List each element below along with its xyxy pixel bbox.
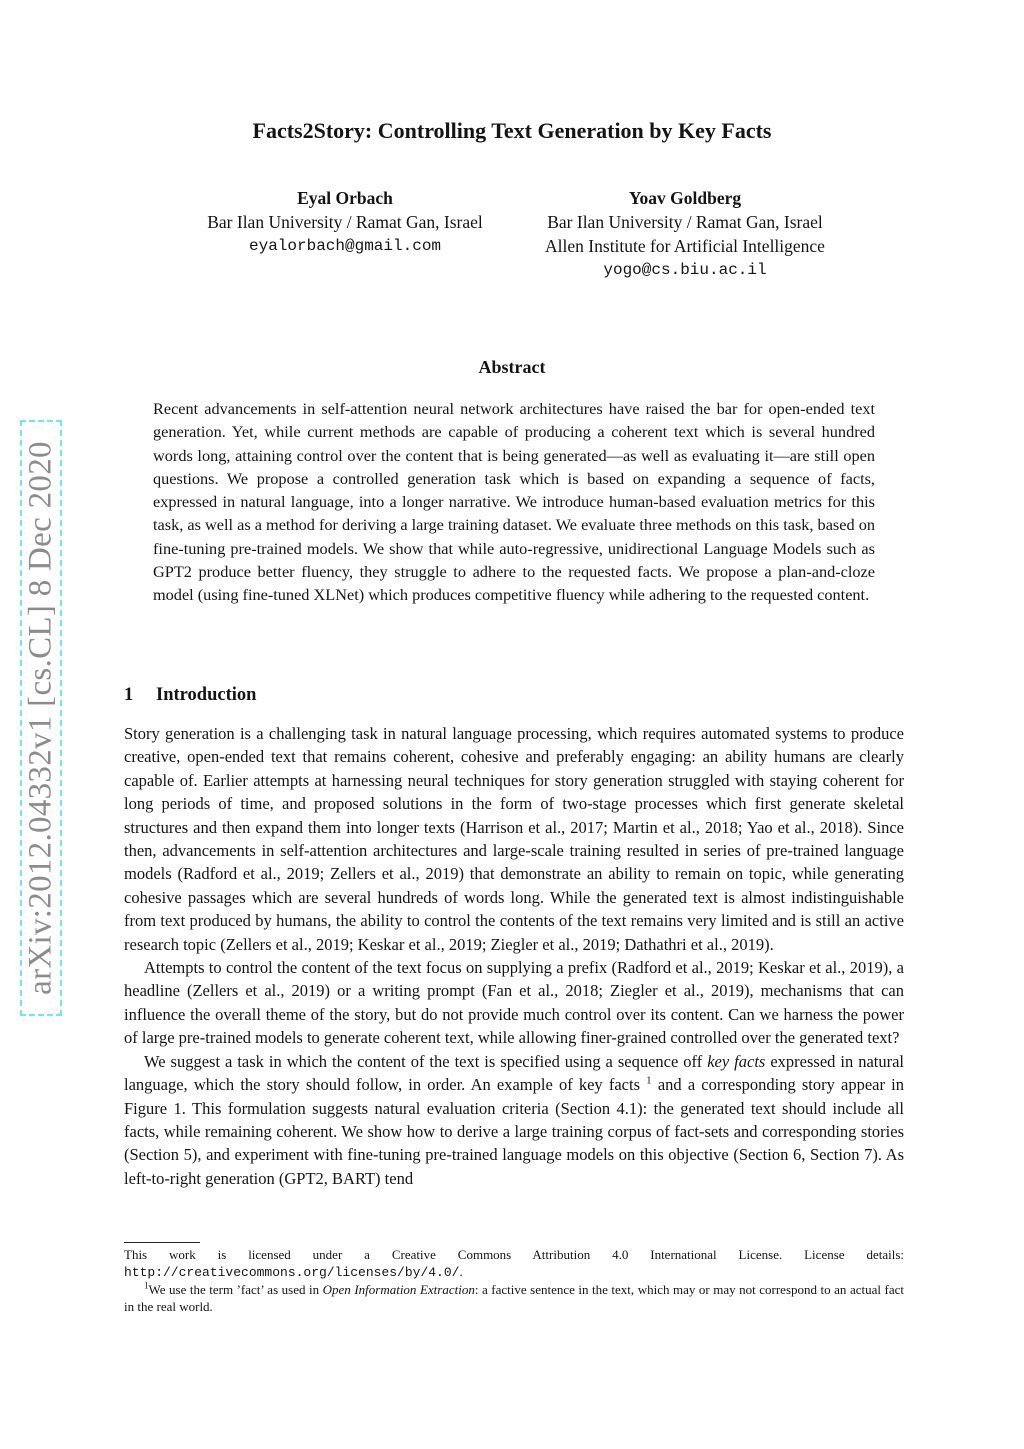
- abstract-heading: Abstract: [478, 357, 546, 377]
- author-email: yogo@cs.biu.ac.il: [603, 261, 767, 279]
- author-affiliation: Bar Ilan University / Ramat Gan, Israel: [547, 212, 823, 232]
- author-block-1: [180, 186, 510, 258]
- emphasis-text: key facts: [707, 1051, 766, 1071]
- author-affiliation: Bar Ilan University / Ramat Gan, Israel: [207, 212, 483, 232]
- footnote-number: 1: [144, 1280, 149, 1291]
- footnotes: [124, 1246, 904, 1315]
- license-text: This work is licensed under a Creative Commons Attribution 4.0 International License. License details:: [124, 1247, 904, 1262]
- section-title: Introduction: [156, 685, 257, 705]
- footnote-marker[interactable]: 1: [646, 1074, 652, 1087]
- footnote-1: [124, 1281, 904, 1315]
- paragraph-text: We suggest a task in which the content of the text is specified using a sequence off: [144, 1051, 708, 1071]
- paragraph: Attempts to control the content of the text focus on supplying a prefix (Radford et al., 2019; Keskar et al., 2019), a headline (Zellers et al., 2019) or a writing prompt (Fan et al., 2018; Ziegler et al., 2019), mechanisms that can influence the overall theme of the story, but do not provide much control over its content. Can we harness the power of large pre-trained models to generate coherent text, while allowing finer-grained controlled over the generated text?: [124, 958, 904, 1048]
- footnote-rule: [124, 1242, 200, 1243]
- author-name: Eyal Orbach: [297, 188, 393, 208]
- author-email: eyalorbach@gmail.com: [248, 237, 442, 255]
- paragraph-text: and a corresponding story appear in Figure 1. This formulation suggests natural evaluation criteria (Section 4.1): the generated text should include all facts, while remaining coherent. We show how to derive a large training corpus of fact-sets and corresponding stories (Section 5), and experiment with fine-tuning pre-trained language models on this objective (Section 6, Section 7). As left-to-right generation (GPT2, BART) tend: [124, 1075, 904, 1188]
- paragraph-text: expressed in natural language, which the story should follow, in order. An example of key facts: [124, 1051, 905, 1095]
- footnote-text: We use the term ’fact’ as used in: [148, 1282, 323, 1297]
- author-name: Yoav Goldberg: [628, 188, 742, 208]
- paragraph: Story generation is a challenging task in natural language processing, which requires automated systems to produce creative, open-ended text that remains coherent, cohesive and preferably engaging: an ability humans are clearly capable of. Earlier attempts at harnessing neural techniques for story generation struggled with staying coherent for long periods of time, and proposed solutions in the form of two-stage processes which first generate skeletal structures and then expand them into longer texts (Harrison et al., 2017; Martin et al., 2018; Yao et al., 2018). Since then, advancements in self-attention architectures and large-scale training resulted in series of pre-trained language models (Radford et al., 2019; Zellers et al., 2019) that demonstrate an ability to remain on topic, while generating cohesive passages which are several hundreds of words long. While the generated text is almost indistinguishable from text produced by humans, the ability to control the contents of the text remains very limited and is still an active research topic (Zellers et al., 2019; Keskar et al., 2019; Ziegler et al., 2019; Dathathri et al., 2019).: [124, 724, 904, 954]
- author-affiliation-2: Allen Institute for Artificial Intelligence: [545, 236, 825, 256]
- section-heading: [124, 685, 256, 706]
- paper-title: Facts2Story: Controlling Text Generation by Key Facts: [252, 118, 772, 143]
- arxiv-id: arXiv:2012.04332v1 [cs.CL] 8 Dec 2020: [22, 441, 59, 995]
- footnote-emphasis: Open Information Extraction: [322, 1282, 475, 1297]
- paragraph: [124, 1050, 904, 1190]
- license-footnote: [124, 1246, 904, 1281]
- footnote-text: : a factive sentence in the text, which may or may not correspond to an actual fact in the real world.: [124, 1282, 904, 1314]
- author-block-2: [515, 186, 855, 282]
- arxiv-stamp: [20, 420, 62, 1016]
- license-url-link[interactable]: http://creativecommons.org/licenses/by/4.0/: [124, 1265, 460, 1280]
- license-end: .: [459, 1264, 463, 1279]
- body-text: [124, 722, 904, 1190]
- abstract-text: Recent advancements in self-attention neural network architectures have raised the bar for open-ended text generation. Yet, while current methods are capable of producing a coherent text which is several hundred words long, attaining control over the content that is being generated—as well as evaluating it—are still open questions. We propose a controlled generation task which is based on expanding a sequence of facts, expressed in natural language, into a longer narrative. We introduce human-based evaluation metrics for this task, as well as a method for deriving a large training dataset. We evaluate three methods on this task, based on fine-tuning pre-trained models. We show that while auto-regressive, unidirectional Language Models such as GPT2 produce better fluency, they struggle to adhere to the requested facts. We propose a plan-and-cloze model (using fine-tuned XLNet) which produces competitive fluency while adhering to the requested content.: [153, 399, 875, 605]
- section-number: 1: [124, 685, 134, 705]
